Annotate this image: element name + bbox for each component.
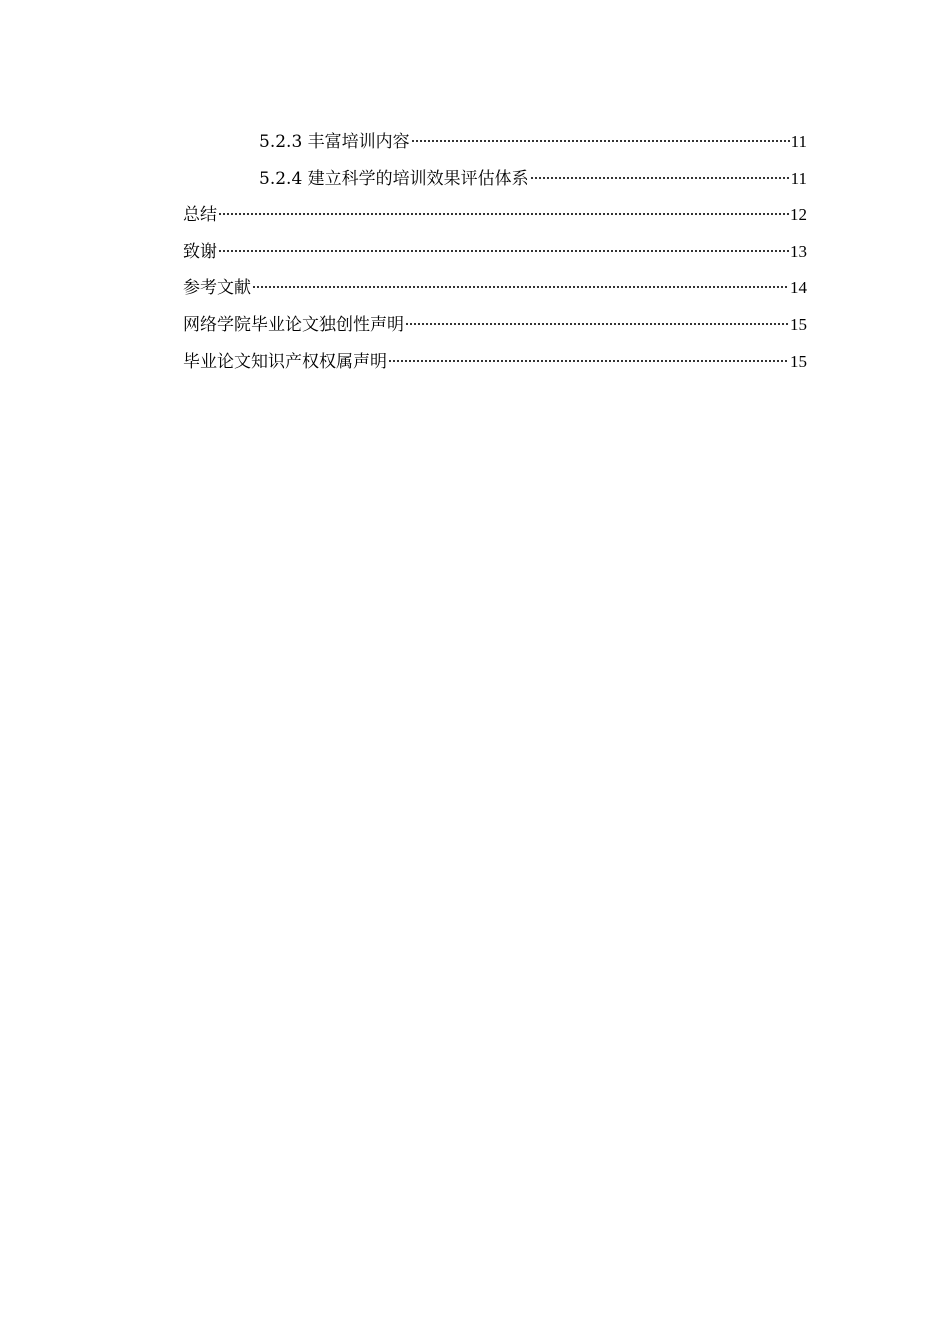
toc-entry-page: 11 <box>790 132 807 151</box>
toc-entry-title: 5.2.4 建立科学的培训效果评估体系 <box>259 168 529 189</box>
toc-entry-title: 参考文献 <box>183 278 251 299</box>
toc-entry-5-2-3[interactable] <box>183 124 807 161</box>
toc-entry-originality-statement[interactable] <box>183 307 807 344</box>
toc-entry-title: 网络学院毕业论文独创性声明 <box>183 314 404 335</box>
toc-entry-summary[interactable] <box>183 197 807 234</box>
dot-leader <box>218 212 789 216</box>
dot-leader <box>530 176 790 180</box>
toc-entry-page: 14 <box>790 278 807 298</box>
toc-entry-title: 致谢 <box>183 241 217 262</box>
dot-leader <box>218 249 789 253</box>
toc-entry-acknowledgements[interactable] <box>183 234 807 271</box>
table-of-contents <box>183 124 807 380</box>
toc-entry-page: 11 <box>790 168 807 188</box>
toc-entry-title: 毕业论文知识产权权属声明 <box>183 351 387 372</box>
dot-leader <box>411 139 790 143</box>
toc-entry-ip-statement[interactable] <box>183 344 807 381</box>
toc-entry-references[interactable] <box>183 270 807 307</box>
toc-entry-page: 15 <box>790 314 807 334</box>
toc-entry-5-2-4[interactable] <box>183 161 807 198</box>
toc-entry-title: 5.2.3 丰富培训内容 <box>259 132 410 152</box>
toc-entry-page: 13 <box>790 241 807 261</box>
dot-leader <box>388 359 789 363</box>
toc-entry-title: 总结 <box>183 205 217 226</box>
toc-entry-page: 15 <box>790 351 807 371</box>
dot-leader <box>252 285 789 289</box>
dot-leader <box>405 322 789 326</box>
toc-entry-page: 12 <box>790 205 807 225</box>
